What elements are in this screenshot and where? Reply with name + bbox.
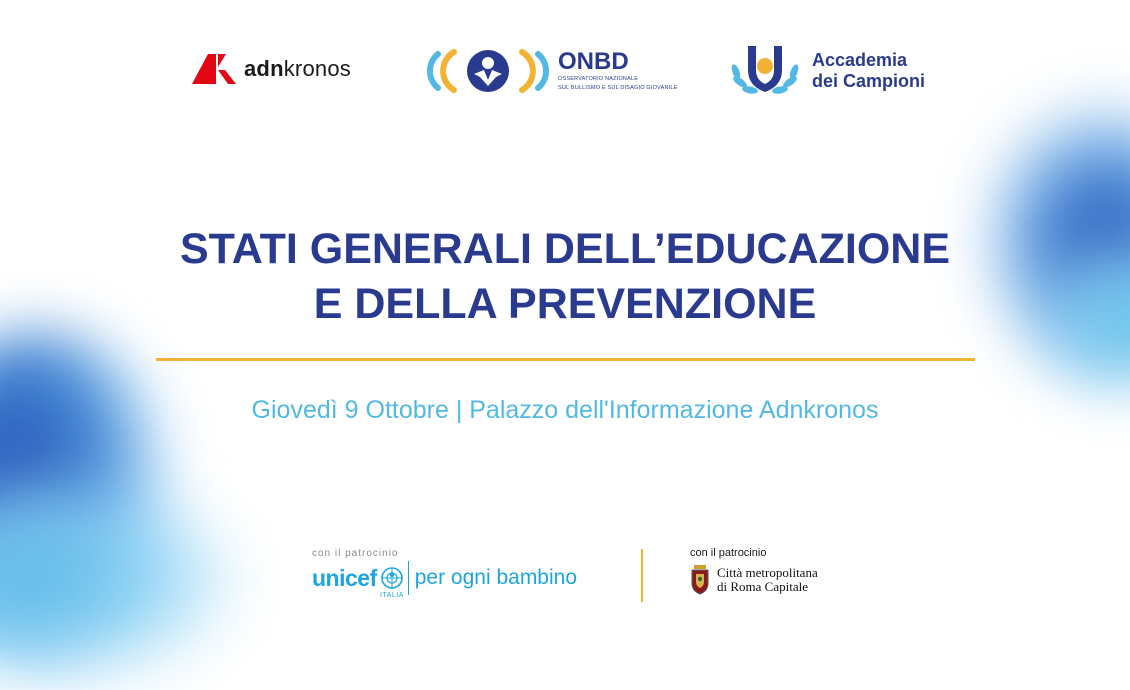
accademia-laurel-icon — [728, 42, 802, 100]
roma-line2: di Roma Capitale — [717, 579, 808, 594]
unicef-separator — [408, 561, 409, 595]
page-title — [0, 222, 1130, 332]
gold-divider — [156, 358, 975, 361]
patronage-separator — [641, 549, 643, 602]
roma-patronage-label: con il patrocinio — [690, 547, 767, 559]
title-line2: E DELLA PREVENZIONE — [313, 280, 817, 328]
unicef-country: ITALIA — [380, 592, 404, 599]
adnkronos-mark-icon — [192, 54, 238, 84]
decorative-blob-left — [0, 330, 170, 660]
event-date-location: Giovedì 9 Ottobre | Palazzo dell'Informazione Adnkronos — [251, 396, 879, 424]
unicef-patronage — [312, 548, 577, 599]
onbd-subtitle-line1: OSSERVATORIO NAZIONALE — [558, 76, 639, 82]
accademia-line1: Accademia — [812, 50, 908, 70]
roma-crest-icon — [690, 565, 710, 595]
decorative-blob-left-light — [0, 470, 240, 690]
onbd-title: ONBD — [558, 48, 629, 75]
accademia-logo — [728, 42, 925, 100]
onbd-logo — [426, 46, 677, 96]
unicef-tagline: per ogni bambino — [414, 566, 578, 589]
unicef-globe-icon — [380, 566, 404, 590]
adnkronos-logo — [192, 54, 351, 84]
onbd-mark-icon — [426, 46, 550, 96]
title-line1: STATI GENERALI DELL’EDUCAZIONE — [179, 225, 951, 273]
roma-patronage — [690, 547, 818, 595]
roma-line1: Città metropolitana — [717, 565, 818, 580]
unicef-patronage-label: con il patrocinio — [312, 548, 399, 559]
onbd-subtitle-line2: SUL BULLISMO E SUL DISAGIO GIOVANILE — [558, 85, 678, 91]
adnkronos-wordmark: adnkronos — [244, 56, 351, 81]
unicef-wordmark: unicef — [312, 564, 377, 591]
accademia-line2: dei Campioni — [812, 71, 926, 91]
